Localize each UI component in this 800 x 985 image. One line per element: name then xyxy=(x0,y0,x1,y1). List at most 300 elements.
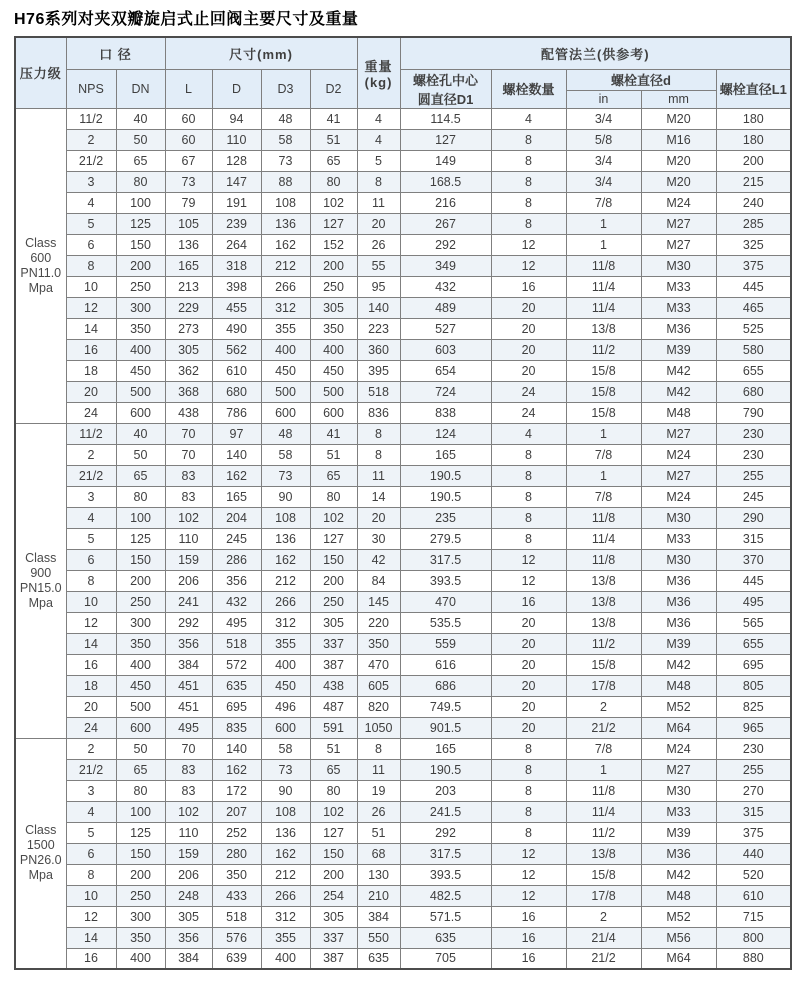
data-cell: 165 xyxy=(212,486,261,507)
data-cell: 20 xyxy=(491,297,566,318)
data-cell: 15/8 xyxy=(566,381,641,402)
table-row xyxy=(15,255,791,276)
data-cell: 312 xyxy=(261,612,310,633)
data-cell: 165 xyxy=(165,255,212,276)
data-cell: M39 xyxy=(641,339,716,360)
data-cell: 603 xyxy=(400,339,491,360)
data-cell: 292 xyxy=(400,234,491,255)
data-cell: 200 xyxy=(116,570,165,591)
data-cell: 350 xyxy=(116,927,165,948)
data-cell: 127 xyxy=(310,822,357,843)
data-cell: 80 xyxy=(310,486,357,507)
table-header xyxy=(15,37,791,108)
data-cell: 125 xyxy=(116,528,165,549)
table-row xyxy=(15,801,791,822)
data-cell: 490 xyxy=(212,318,261,339)
pressure-class-line: Class xyxy=(25,235,57,250)
data-cell: 451 xyxy=(165,696,212,717)
data-cell: 450 xyxy=(116,675,165,696)
data-cell: 305 xyxy=(165,339,212,360)
data-cell: 8 xyxy=(491,150,566,171)
table-row xyxy=(15,402,791,423)
data-cell: M36 xyxy=(641,318,716,339)
data-cell: 800 xyxy=(716,927,791,948)
pressure-class-line: Class xyxy=(25,550,57,565)
table-row xyxy=(15,570,791,591)
data-cell: 125 xyxy=(116,213,165,234)
data-cell: 20 xyxy=(66,696,116,717)
data-cell: 18 xyxy=(66,675,116,696)
data-cell: 838 xyxy=(400,402,491,423)
table-row xyxy=(15,822,791,843)
data-cell: 518 xyxy=(212,633,261,654)
page-title: H76系列对夹双瓣旋启式止回阀主要尺寸及重量 xyxy=(14,11,359,28)
table-row xyxy=(15,675,791,696)
table-row xyxy=(15,654,791,675)
data-cell: 2 xyxy=(66,738,116,759)
data-cell: 655 xyxy=(716,633,791,654)
data-cell: 20 xyxy=(491,654,566,675)
data-cell: 215 xyxy=(716,171,791,192)
data-cell: 102 xyxy=(310,801,357,822)
data-cell: 387 xyxy=(310,654,357,675)
table-row xyxy=(15,591,791,612)
data-cell: 400 xyxy=(261,948,310,969)
data-cell: 212 xyxy=(261,255,310,276)
data-cell: 250 xyxy=(116,885,165,906)
data-cell: 14 xyxy=(66,318,116,339)
data-cell: 250 xyxy=(310,276,357,297)
data-cell: 21/2 xyxy=(66,465,116,486)
data-cell: M36 xyxy=(641,570,716,591)
header-bolt-circle-line2: 圆直径D1 xyxy=(417,91,474,107)
data-cell: 3 xyxy=(66,486,116,507)
data-cell: 130 xyxy=(357,864,400,885)
data-cell: 229 xyxy=(165,297,212,318)
data-cell: 8 xyxy=(491,780,566,801)
data-cell: 200 xyxy=(310,255,357,276)
header-bolt-length: 螺栓直径L1 xyxy=(716,69,791,108)
data-cell: 305 xyxy=(165,906,212,927)
data-cell: 11/4 xyxy=(566,528,641,549)
data-cell: M48 xyxy=(641,675,716,696)
data-cell: 13/8 xyxy=(566,570,641,591)
data-cell: 102 xyxy=(165,801,212,822)
data-cell: 273 xyxy=(165,318,212,339)
data-cell: 235 xyxy=(400,507,491,528)
data-cell: 600 xyxy=(261,717,310,738)
data-cell: 400 xyxy=(310,339,357,360)
data-cell: 17/8 xyxy=(566,675,641,696)
data-cell: M39 xyxy=(641,822,716,843)
data-cell: 500 xyxy=(116,381,165,402)
data-cell: 10 xyxy=(66,591,116,612)
table-row xyxy=(15,612,791,633)
data-cell: 83 xyxy=(165,780,212,801)
table-row xyxy=(15,843,791,864)
data-cell: 3 xyxy=(66,780,116,801)
data-cell: 97 xyxy=(212,423,261,444)
data-cell: 80 xyxy=(310,171,357,192)
data-cell: 65 xyxy=(116,465,165,486)
data-cell: M24 xyxy=(641,738,716,759)
data-cell: 525 xyxy=(716,318,791,339)
data-cell: 12 xyxy=(66,906,116,927)
data-cell: 127 xyxy=(310,528,357,549)
data-cell: 315 xyxy=(716,801,791,822)
data-cell: 305 xyxy=(310,612,357,633)
data-cell: 5/8 xyxy=(566,129,641,150)
data-cell: 395 xyxy=(357,360,400,381)
data-cell: 14 xyxy=(66,633,116,654)
data-cell: 240 xyxy=(716,192,791,213)
data-cell: M56 xyxy=(641,927,716,948)
pressure-class-cell xyxy=(15,423,66,738)
data-cell: 635 xyxy=(357,948,400,969)
data-cell: 19 xyxy=(357,780,400,801)
data-cell: 350 xyxy=(212,864,261,885)
data-cell: 433 xyxy=(212,885,261,906)
data-cell: 67 xyxy=(165,150,212,171)
data-cell: 190.5 xyxy=(400,759,491,780)
data-cell: M36 xyxy=(641,843,716,864)
data-cell: 127 xyxy=(310,213,357,234)
data-cell: 83 xyxy=(165,759,212,780)
data-cell: 250 xyxy=(116,591,165,612)
pressure-class-line: Mpa xyxy=(28,595,53,610)
data-cell: 451 xyxy=(165,675,212,696)
data-cell: 212 xyxy=(261,570,310,591)
data-cell: 400 xyxy=(116,654,165,675)
data-cell: 73 xyxy=(261,150,310,171)
data-cell: 212 xyxy=(261,864,310,885)
header-d: D xyxy=(212,69,261,108)
data-cell: 58 xyxy=(261,129,310,150)
data-cell: 21/2 xyxy=(566,948,641,969)
data-cell: 60 xyxy=(165,129,212,150)
header-bolt-circle xyxy=(400,69,491,108)
data-cell: 8 xyxy=(491,192,566,213)
data-cell: 7/8 xyxy=(566,738,641,759)
data-cell: 312 xyxy=(261,297,310,318)
data-cell: 266 xyxy=(261,591,310,612)
data-cell: 8 xyxy=(491,528,566,549)
data-cell: M24 xyxy=(641,444,716,465)
data-cell: 12 xyxy=(491,549,566,570)
data-cell: 559 xyxy=(400,633,491,654)
data-cell: 11/8 xyxy=(566,255,641,276)
data-cell: 535.5 xyxy=(400,612,491,633)
data-cell: 325 xyxy=(716,234,791,255)
data-cell: 220 xyxy=(357,612,400,633)
data-cell: 12 xyxy=(491,885,566,906)
table-row xyxy=(15,633,791,654)
header-bolt-dia-group: 螺栓直径d xyxy=(566,69,716,90)
data-cell: 450 xyxy=(261,675,310,696)
data-cell: 105 xyxy=(165,213,212,234)
data-cell: 355 xyxy=(261,318,310,339)
data-cell: 40 xyxy=(116,108,165,129)
header-flange-group: 配管法兰(供参考) xyxy=(400,37,791,69)
data-cell: 470 xyxy=(357,654,400,675)
data-cell: 70 xyxy=(165,423,212,444)
data-cell: 100 xyxy=(116,801,165,822)
header-pressure-class: 压力级 xyxy=(15,37,66,108)
data-cell: 286 xyxy=(212,549,261,570)
data-cell: 145 xyxy=(357,591,400,612)
data-cell: 8 xyxy=(357,423,400,444)
data-cell: 255 xyxy=(716,759,791,780)
data-cell: 83 xyxy=(165,465,212,486)
header-d2: D2 xyxy=(310,69,357,108)
header-dimensions-group: 尺寸(mm) xyxy=(165,37,357,69)
table-row xyxy=(15,276,791,297)
data-cell: 26 xyxy=(357,234,400,255)
data-cell: 8 xyxy=(66,255,116,276)
data-cell: 20 xyxy=(491,318,566,339)
data-cell: M30 xyxy=(641,255,716,276)
data-cell: 168.5 xyxy=(400,171,491,192)
table-row xyxy=(15,192,791,213)
data-cell: 5 xyxy=(66,213,116,234)
data-cell: 495 xyxy=(165,717,212,738)
data-cell: 159 xyxy=(165,843,212,864)
data-cell: 108 xyxy=(261,507,310,528)
table-row xyxy=(15,171,791,192)
data-cell: 496 xyxy=(261,696,310,717)
data-cell: 250 xyxy=(310,591,357,612)
pressure-class-line: 1500 xyxy=(26,838,55,853)
data-cell: 200 xyxy=(116,864,165,885)
data-cell: 12 xyxy=(491,843,566,864)
data-cell: 162 xyxy=(261,549,310,570)
data-cell: M27 xyxy=(641,234,716,255)
data-cell: 292 xyxy=(165,612,212,633)
pressure-class-line: 900 xyxy=(30,565,52,580)
data-cell: 7/8 xyxy=(566,444,641,465)
table-row xyxy=(15,864,791,885)
data-cell: 8 xyxy=(491,444,566,465)
data-cell: 635 xyxy=(212,675,261,696)
data-cell: 680 xyxy=(212,381,261,402)
data-cell: 73 xyxy=(261,759,310,780)
data-cell: 50 xyxy=(116,129,165,150)
data-cell: 600 xyxy=(261,402,310,423)
data-cell: 100 xyxy=(116,192,165,213)
data-cell: 20 xyxy=(491,360,566,381)
table-row xyxy=(15,507,791,528)
data-cell: 21/4 xyxy=(566,927,641,948)
header-bolt-count: 螺栓数量 xyxy=(491,69,566,108)
data-cell: 50 xyxy=(116,444,165,465)
data-cell: 571.5 xyxy=(400,906,491,927)
data-cell: 350 xyxy=(116,633,165,654)
data-cell: 12 xyxy=(491,864,566,885)
data-cell: 562 xyxy=(212,339,261,360)
table-row xyxy=(15,129,791,150)
data-cell: 300 xyxy=(116,906,165,927)
data-cell: 100 xyxy=(116,507,165,528)
data-cell: 20 xyxy=(491,633,566,654)
data-cell: M27 xyxy=(641,759,716,780)
data-cell: 136 xyxy=(261,822,310,843)
data-cell: 600 xyxy=(310,402,357,423)
data-cell: 901.5 xyxy=(400,717,491,738)
data-cell: 1 xyxy=(566,465,641,486)
data-cell: 24 xyxy=(491,381,566,402)
data-cell: 15/8 xyxy=(566,402,641,423)
data-cell: 610 xyxy=(716,885,791,906)
data-cell: 3/4 xyxy=(566,108,641,129)
data-cell: 41 xyxy=(310,423,357,444)
data-cell: 8 xyxy=(491,801,566,822)
table-body xyxy=(15,108,791,969)
data-cell: M42 xyxy=(641,360,716,381)
data-cell: 48 xyxy=(261,423,310,444)
data-cell: 15/8 xyxy=(566,654,641,675)
data-cell: 1 xyxy=(566,423,641,444)
data-cell: 337 xyxy=(310,927,357,948)
table-row xyxy=(15,444,791,465)
data-cell: M24 xyxy=(641,192,716,213)
table-row xyxy=(15,381,791,402)
data-cell: 639 xyxy=(212,948,261,969)
data-cell: 4 xyxy=(66,801,116,822)
data-cell: M33 xyxy=(641,528,716,549)
data-cell: 3 xyxy=(66,171,116,192)
table-row xyxy=(15,297,791,318)
data-cell: 24 xyxy=(491,402,566,423)
data-cell: 432 xyxy=(400,276,491,297)
data-cell: 432 xyxy=(212,591,261,612)
data-cell: 150 xyxy=(116,234,165,255)
data-cell: 147 xyxy=(212,171,261,192)
data-cell: 470 xyxy=(400,591,491,612)
data-cell: 8 xyxy=(357,444,400,465)
data-cell: 715 xyxy=(716,906,791,927)
data-cell: 200 xyxy=(116,255,165,276)
data-cell: 880 xyxy=(716,948,791,969)
data-cell: 223 xyxy=(357,318,400,339)
data-cell: 11/2 xyxy=(566,633,641,654)
data-cell: M52 xyxy=(641,696,716,717)
data-cell: 305 xyxy=(310,297,357,318)
data-cell: 384 xyxy=(357,906,400,927)
data-cell: 230 xyxy=(716,738,791,759)
data-cell: 724 xyxy=(400,381,491,402)
data-cell: 68 xyxy=(357,843,400,864)
data-cell: 965 xyxy=(716,717,791,738)
data-cell: 58 xyxy=(261,444,310,465)
table-row xyxy=(15,213,791,234)
data-cell: 8 xyxy=(357,171,400,192)
data-cell: 200 xyxy=(310,864,357,885)
table-row xyxy=(15,696,791,717)
data-cell: 695 xyxy=(212,696,261,717)
data-cell: 90 xyxy=(261,486,310,507)
data-cell: M42 xyxy=(641,654,716,675)
data-cell: 370 xyxy=(716,549,791,570)
data-cell: M42 xyxy=(641,864,716,885)
data-cell: 12 xyxy=(491,255,566,276)
data-cell: 110 xyxy=(165,528,212,549)
data-cell: 245 xyxy=(212,528,261,549)
data-cell: 290 xyxy=(716,507,791,528)
data-cell: M30 xyxy=(641,780,716,801)
data-cell: M64 xyxy=(641,717,716,738)
data-cell: 140 xyxy=(212,444,261,465)
data-cell: 41 xyxy=(310,108,357,129)
header-nps: NPS xyxy=(66,69,116,108)
pressure-class-line: Class xyxy=(25,823,57,838)
data-cell: 440 xyxy=(716,843,791,864)
data-cell: 825 xyxy=(716,696,791,717)
data-cell: 11 xyxy=(357,192,400,213)
data-cell: 13/8 xyxy=(566,843,641,864)
data-cell: 11/4 xyxy=(566,276,641,297)
data-cell: 230 xyxy=(716,444,791,465)
data-cell: 3/4 xyxy=(566,171,641,192)
data-cell: 80 xyxy=(116,780,165,801)
data-cell: 73 xyxy=(165,171,212,192)
data-cell: 51 xyxy=(310,738,357,759)
data-cell: 203 xyxy=(400,780,491,801)
header-d3: D3 xyxy=(261,69,310,108)
data-cell: 94 xyxy=(212,108,261,129)
table-row xyxy=(15,465,791,486)
data-cell: 73 xyxy=(261,465,310,486)
data-cell: 30 xyxy=(357,528,400,549)
data-cell: 445 xyxy=(716,570,791,591)
data-cell: 11/4 xyxy=(566,801,641,822)
data-cell: 695 xyxy=(716,654,791,675)
data-cell: 50 xyxy=(116,738,165,759)
data-cell: M24 xyxy=(641,486,716,507)
data-cell: 10 xyxy=(66,276,116,297)
data-cell: 680 xyxy=(716,381,791,402)
data-cell: 16 xyxy=(66,339,116,360)
data-cell: 11 xyxy=(357,759,400,780)
data-cell: 20 xyxy=(357,213,400,234)
data-cell: 500 xyxy=(116,696,165,717)
data-cell: 3/4 xyxy=(566,150,641,171)
data-cell: 213 xyxy=(165,276,212,297)
header-weight-line1: 重量 xyxy=(364,58,393,74)
data-cell: 518 xyxy=(357,381,400,402)
data-cell: 20 xyxy=(491,675,566,696)
table-row xyxy=(15,234,791,255)
data-cell: 4 xyxy=(357,108,400,129)
data-cell: 200 xyxy=(310,570,357,591)
data-cell: 26 xyxy=(357,801,400,822)
data-cell: 17/8 xyxy=(566,885,641,906)
data-cell: 368 xyxy=(165,381,212,402)
data-cell: 591 xyxy=(310,717,357,738)
data-cell: 12 xyxy=(66,612,116,633)
data-cell: 11/8 xyxy=(566,549,641,570)
data-cell: 136 xyxy=(165,234,212,255)
data-cell: 790 xyxy=(716,402,791,423)
table-row xyxy=(15,549,791,570)
data-cell: 102 xyxy=(310,192,357,213)
data-cell: 300 xyxy=(116,612,165,633)
table-row xyxy=(15,423,791,444)
data-cell: 5 xyxy=(357,150,400,171)
data-cell: 8 xyxy=(491,486,566,507)
data-cell: 60 xyxy=(165,108,212,129)
data-cell: 140 xyxy=(212,738,261,759)
data-cell: 190.5 xyxy=(400,465,491,486)
